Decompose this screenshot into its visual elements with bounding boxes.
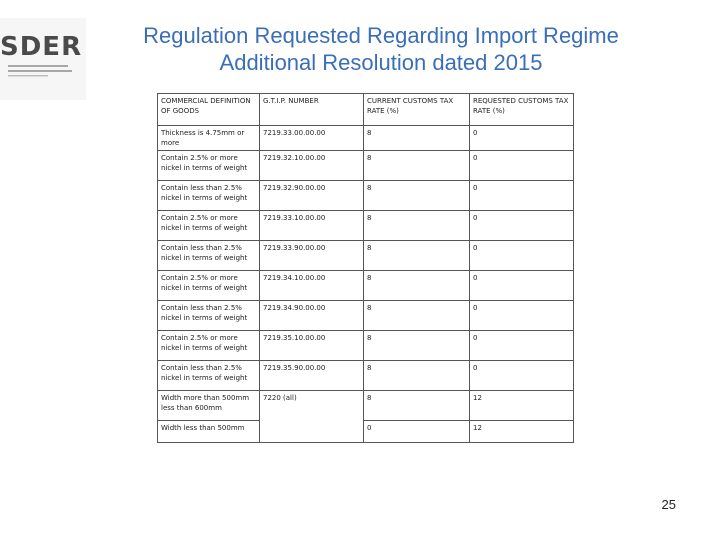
cell-definition: Width less than 500mm	[158, 421, 260, 443]
header-requested-rate: REQUESTED CUSTOMS TAX RATE (%)	[470, 94, 574, 126]
tariff-table-container	[157, 93, 574, 443]
cell-current-rate: 8	[364, 151, 470, 181]
cell-requested-rate: 12	[470, 421, 574, 443]
cell-current-rate: 8	[364, 271, 470, 301]
cell-current-rate: 8	[364, 211, 470, 241]
cell-definition: Contain less than 2.5% nickel in terms of weight	[158, 181, 260, 211]
logo-text: SDER	[0, 32, 83, 62]
cell-current-rate: 8	[364, 241, 470, 271]
cell-requested-rate: 0	[470, 151, 574, 181]
logo-subtitle-lines	[4, 64, 76, 78]
cell-current-rate: 0	[364, 421, 470, 443]
table-row	[158, 126, 574, 151]
cell-definition: Contain 2.5% or more nickel in terms of weight	[158, 151, 260, 181]
header-current-rate: CURRENT CUSTOMS TAX RATE (%)	[364, 94, 470, 126]
tariff-table	[157, 93, 574, 443]
table-row	[158, 361, 574, 391]
cell-gtip: 7219.32.90.00.00	[260, 181, 364, 211]
cell-gtip: 7219.33.10.00.00	[260, 211, 364, 241]
table-row	[158, 391, 574, 421]
cell-requested-rate: 0	[470, 271, 574, 301]
cell-current-rate: 8	[364, 181, 470, 211]
cell-requested-rate: 12	[470, 391, 574, 421]
cell-requested-rate: 0	[470, 211, 574, 241]
cell-definition: Contain less than 2.5% nickel in terms of weight	[158, 241, 260, 271]
cell-requested-rate: 0	[470, 331, 574, 361]
cell-gtip: 7219.35.90.00.00	[260, 361, 364, 391]
cell-definition: Width more than 500mm less than 600mm	[158, 391, 260, 421]
table-row	[158, 211, 574, 241]
cell-requested-rate: 0	[470, 181, 574, 211]
page-number: 25	[661, 497, 676, 512]
cell-requested-rate: 0	[470, 126, 574, 151]
header-gtip: G.T.I.P. NUMBER	[260, 94, 364, 126]
cell-definition: Contain 2.5% or more nickel in terms of weight	[158, 331, 260, 361]
cell-gtip	[260, 421, 364, 443]
cell-gtip: 7219.34.10.00.00	[260, 271, 364, 301]
page-title	[96, 22, 666, 76]
table-row	[158, 421, 574, 443]
cell-gtip: 7219.34.90.00.00	[260, 301, 364, 331]
cell-requested-rate: 0	[470, 241, 574, 271]
table-row	[158, 241, 574, 271]
cell-current-rate: 8	[364, 391, 470, 421]
table-row	[158, 181, 574, 211]
header-definition: COMMERCIAL DEFINITION OF GOODS	[158, 94, 260, 126]
cell-gtip: 7219.33.90.00.00	[260, 241, 364, 271]
cell-definition: Contain less than 2.5% nickel in terms of weight	[158, 301, 260, 331]
cell-definition: Contain 2.5% or more nickel in terms of weight	[158, 271, 260, 301]
cell-definition: Thickness is 4.75mm or more	[158, 126, 260, 151]
cell-current-rate: 8	[364, 301, 470, 331]
cell-gtip: 7220 (all)	[260, 391, 364, 421]
table-row	[158, 331, 574, 361]
logo-subtitle-graphic	[4, 64, 76, 80]
title-line-2: Additional Resolution dated 2015	[219, 50, 543, 75]
cell-current-rate: 8	[364, 361, 470, 391]
table-header-row	[158, 94, 574, 126]
cell-current-rate: 8	[364, 331, 470, 361]
cell-gtip: 7219.35.10.00.00	[260, 331, 364, 361]
table-row	[158, 151, 574, 181]
logo	[0, 18, 86, 100]
cell-requested-rate: 0	[470, 361, 574, 391]
table-row	[158, 271, 574, 301]
cell-definition: Contain 2.5% or more nickel in terms of weight	[158, 211, 260, 241]
cell-gtip: 7219.32.10.00.00	[260, 151, 364, 181]
cell-gtip: 7219.33.00.00.00	[260, 126, 364, 151]
cell-current-rate: 8	[364, 126, 470, 151]
table-row	[158, 301, 574, 331]
cell-definition: Contain less than 2.5% nickel in terms of weight	[158, 361, 260, 391]
cell-requested-rate: 0	[470, 301, 574, 331]
title-line-1: Regulation Requested Regarding Import Regime	[143, 23, 619, 48]
